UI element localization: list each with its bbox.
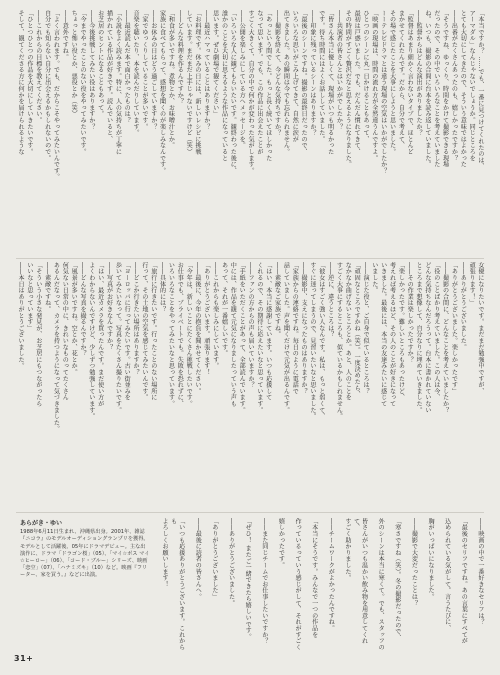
text-column: ――最近読んだ本で面白かったものは？	[123, 10, 131, 124]
text-column: 「映画の現場は、時間の流れ方が全然違うんですよ。	[370, 10, 378, 162]
text-column: 描かれている作品が好きです。読んでいると、	[105, 10, 113, 143]
text-column: ――どんな料理を作るんですか？	[176, 10, 184, 105]
text-column: です。待ち時間にはよくお話ししていました。	[317, 10, 325, 143]
text-column: お仕事でも、プライベートでも。失敗を恐れずに、	[176, 262, 184, 407]
text-column: 頑張ります！」	[468, 262, 476, 307]
text-column: 「旅行に行きたいです。行ったことのない場所に	[149, 262, 157, 401]
text-column: 「今までやったことのない役をやってみたいです。	[79, 10, 86, 155]
text-band-middle	[16, 262, 484, 509]
text-column: あって、それが一番嬉しいです。	[220, 262, 228, 357]
text-column: とても大切にしてきたので、そういう意味ではよかった	[459, 10, 467, 168]
text-column: その場で感じたことを大事にしようと思いました。	[388, 10, 396, 155]
text-column: ――共演者の皆さんとはいかがでしたか？	[335, 10, 343, 130]
text-column: 行って、その土地の空気を感じてみたいんです。	[140, 262, 148, 401]
text-column: ――出番がたくさんあったのも、嬉しかったですか？	[450, 10, 458, 162]
text-column: よくわからないんですけど、少しずつ勉強しています。	[87, 262, 95, 420]
text-column: 嬉しかったです。	[277, 518, 285, 569]
text-column: ひとつのシーンに丸一日かけることもあって、	[362, 10, 369, 143]
text-column: ――チームワークがよかったんですね。	[327, 518, 335, 632]
text-column: 「手紙をいただくことがあって、全部読んでいます。	[238, 262, 246, 414]
text-column: すごく大事にするところも、似ているかもしれません。	[335, 262, 343, 420]
text-column: ――監督からはどんな演出がありましたか？	[415, 10, 423, 136]
text-column: いきました。最後には、本当の友達みたいに感じて	[379, 262, 387, 407]
text-column: ――ファンの方からの声も届いていますか？	[247, 262, 255, 388]
text-column: 「最後のシーンですね。撮影の最終日だったので、	[300, 10, 308, 155]
text-column: ――撮影を終えて、今どんな気持ちですか？	[273, 10, 281, 136]
text-column: 考えれば考えるほど、その人のことが好きになって	[388, 262, 396, 407]
text-column: 「役のことばかり考えていました。この人は今、	[432, 262, 440, 401]
text-column: ――撮影の合間に、どんなことを考えていましたか？	[441, 262, 449, 414]
text-column: ――撮影で大変だったことは？	[410, 518, 418, 607]
divider	[16, 258, 484, 259]
text-column: ――最後に、今年の抱負を聞かせてください。	[193, 262, 201, 395]
text-column: なって思います。でも、この作品に出会えたことが	[255, 10, 263, 155]
text-column: 皆さんがいつも温かい飲み物を用意してくれて、	[352, 518, 368, 644]
text-column: 最初は戸惑いました。でも、だんだん慣れてきて、	[353, 10, 361, 155]
text-column: 「小説をよく読みます。特に、人の気持ちが丁寧に	[114, 10, 122, 155]
text-column: ――その作業は楽しかったですか？	[406, 262, 414, 363]
text-band-top	[16, 10, 484, 257]
divider	[16, 512, 484, 513]
text-column: 自分でも知らない自分に出会えるかもしれないので。	[43, 10, 51, 162]
text-column: 「家でゆっくりしていることが多いです。	[140, 10, 148, 130]
text-column: 「寒さですね（笑）。冬の撮影だったので、	[393, 518, 401, 641]
text-band-bottom	[160, 518, 484, 653]
text-column: 「風景が多いですね。空とか、花とか。	[70, 262, 78, 376]
text-column: 「ありがとうございます。頑張ります！	[202, 262, 210, 376]
text-column: 家族に食べてもらって、感想を聞くのが楽しみなんです。	[158, 10, 166, 174]
text-column: 「楽しかったです。難しいところもあったけど、	[397, 262, 405, 401]
text-column: 「いつも応援ありがとうございます。これからも	[169, 518, 185, 651]
text-column: 「ありがとうございました。楽しかったです」	[450, 262, 458, 395]
text-column: 「そうですね、ゆっくり、時間をかけて撮影できる現場	[441, 10, 449, 168]
text-column: 外のシーンは本当に寒くて。でも、スタッフの	[377, 518, 385, 651]
text-column: ――素敵なご家族ですね。	[273, 262, 281, 338]
text-column: すぐに迷ってしまうので、見習いたいなと思いました。	[308, 262, 316, 420]
text-column: ――今後挑戦してみたい役はありますか？	[87, 10, 95, 130]
text-column: ――映画の中で一番好きなセリフは？	[476, 518, 484, 626]
text-column: 「あっという間でした。もっと長く続いてほしかった	[264, 10, 272, 162]
text-column: その時間がすごく贅沢だなと思えるようになりました。	[344, 10, 352, 168]
text-column: 「彼女はすごく強い人なんです。私は、もっと弱くて、	[317, 262, 325, 420]
text-column: 話していました。声を聞くだけで元気が出るんです。	[282, 262, 290, 414]
text-column: 「はい、最近カメラを買ったんです。まだ使い方が	[96, 262, 104, 407]
text-column: ちょっと怖い役とか、悪役とか（笑）	[70, 10, 78, 118]
text-column: ――素敵ですね。	[43, 262, 51, 313]
text-column: ――どんな写真を撮るんですか？	[79, 262, 86, 357]
page-number: 31+	[14, 654, 34, 663]
text-column: だったので、その中でいろいろなことを考えていました	[432, 10, 440, 168]
text-column: 「はい、本当に感謝しています。いつも応援して	[264, 262, 272, 401]
bio-text: 1988年6月11日生まれ、沖縄県出身。2001年、雑誌『ニコラ』のモデルオーディショングランプリを獲得。モデルとして活躍後、05年にドラマデビュー。主な出演作に、ドラマ「ドラゴン桜」（05）、「マイ☆ボス マイ☆ヒーロー」（06）、「コード・ブルー」シリーズ、映画「恋空」（07）、「ハナミズキ」（10）など。映画『フリーター、家を買う。』などに出演。	[20, 529, 150, 579]
text-column: どんな気持ちなんだろうって。台本に書かれていない	[423, 262, 431, 414]
text-column: ――本日はありがとうございました。	[17, 262, 25, 370]
text-column: 作っているっていう感じがして、それがすごく	[294, 518, 302, 651]
text-column: 「和食が多いですね。煮物とか、お味噌汁とか。	[167, 10, 175, 149]
text-column: ――具体的には？	[158, 262, 166, 313]
text-column: いました。	[370, 262, 378, 294]
author-bio	[20, 520, 150, 580]
text-column: ――お休みの日はどう過ごしていますか？	[149, 10, 157, 130]
text-column: ――意外ですね。	[61, 10, 69, 61]
text-column: ところまで想像して、自分なりに埋めていきました。	[415, 262, 423, 414]
text-column: ね。いつも、撮影の合間に台本を読み返していました。	[423, 10, 431, 168]
text-column: ーーテレビドラマとは違う現場の空気はいかがでしたか？	[379, 10, 387, 174]
text-column: 出てきました。あの瞬間は今でも忘れられません。	[282, 10, 290, 155]
text-column: ――また同じチームでお仕事したいですか？	[260, 518, 268, 644]
text-column: 「家族からの連絡ですね。毎日のように電話で	[291, 262, 299, 395]
text-column: 「監督はあまり細かく言わないタイプで、ほとんど	[406, 10, 414, 155]
text-column: しています。まだまだ上手じゃないですけど（笑）	[185, 10, 193, 155]
text-column: 音楽を聴いたり、本を読んだりしています。	[132, 10, 140, 136]
text-column: いろいろな思いがこみ上げてきて、自然に涙が	[291, 10, 299, 143]
text-column: 「頑固なところですかね（笑）。一度決めたら、	[353, 262, 361, 398]
text-column: 「いろいろな人に観てもらいたいです。観終わった後に、	[229, 10, 237, 174]
text-column: 歩いてみたいなって。写真をたくさん撮りたいです。	[114, 262, 122, 414]
text-column: ――印象に残っているシーンはありますか？	[308, 10, 316, 136]
text-column: 誰かのことを大切に思えるような作品になっていると	[220, 10, 228, 162]
text-column: ――ありがとうございました。	[227, 518, 235, 607]
text-column: なかなか曲げないところとか。あと、人のことを	[344, 262, 352, 401]
text-column: ――逆に、違うところは？	[326, 262, 334, 338]
text-column: ――撮影中、支えになったものはありますか？	[300, 262, 308, 395]
text-column: 何気ない日常の中に、きれいなものってたくさん	[61, 262, 69, 401]
text-column: あるんだなって、カメラを持つようになって気づきました。	[52, 262, 60, 433]
text-column: ――最近ハマっていることはありますか？	[202, 10, 210, 130]
text-column: 「ヨーロッパに行ってみたいです。古い街並みを	[123, 262, 131, 401]
text-column: ――これからも楽しみにしています。	[211, 262, 219, 370]
text-column: ――最後に読者の皆さんへ。	[194, 518, 202, 600]
text-column: 中には、作品を観て元気になりましたっていう声も	[229, 262, 237, 407]
text-column: 「お料理です。休みの日には、新しいレシピに挑戦	[193, 10, 201, 155]
text-column: すごく助かりました。	[343, 518, 351, 581]
text-column: 女優になりたいです。まだまだ勉強中ですが、	[476, 262, 484, 395]
text-column: 「本当にそうです。みんなで一つの作品を	[310, 518, 318, 638]
text-column: 「今年は、新しいことにたくさん挑戦したいです。	[185, 262, 193, 407]
text-column: いいなと思っています」	[25, 262, 33, 332]
text-column: そして、観てくださる方に何かを届けられるような	[17, 10, 25, 155]
text-column: 「皆さん本当に優しくて、現場がいつも明るかった	[326, 10, 334, 155]
text-column: お芝居のヒントになることもあって。	[96, 10, 104, 118]
text-column: 込められている気がして。言うたびに、	[443, 518, 451, 632]
text-column: 思います。ぜひ劇場で観てください」	[211, 10, 219, 118]
text-column: 「そういう小さな発見が、お芝居にもつながったら	[34, 262, 42, 407]
text-column: 「ありがとうございました」	[210, 518, 218, 600]
text-column: 「本当ですか？ ……でも、一番に見つけてくれたのは、	[476, 10, 484, 170]
text-column: 「最後のセリフですね。あの言葉にすべてが	[460, 518, 468, 644]
text-column: よろしくお願いします！	[161, 518, 169, 588]
bio-name: あらがき・ゆい	[20, 520, 63, 527]
text-column: 「ぜひ！ またご一緒できたら嬉しいです。	[244, 518, 252, 640]
text-column: 「よく言われます。でも、だからこそやってみたいんです。	[52, 10, 60, 181]
text-column: まかせてくれたんです。だから、自分で考えて、	[397, 10, 405, 149]
text-column: アーマダル」なんじゃないでしょうか。同じところを	[468, 10, 476, 162]
text-column: くれるので、その期待に応えたいなと思っています。	[255, 262, 263, 414]
text-column: すごく大きくて、自分の中で何かが変わった気がします。	[247, 10, 255, 174]
text-column: ――ありがとうございました。	[459, 262, 467, 351]
text-column: ――公開を楽しみにしている方へメッセージを。	[238, 10, 246, 149]
text-column: いろいろなことをやってみたいなと思っています。	[167, 262, 175, 407]
text-column: 胸がいっぱいになりました。	[427, 518, 435, 600]
text-column: ――どこか行きたい場所はありますか？	[132, 262, 140, 376]
text-column: ――演じた役と、ご自身で似ているところは？	[362, 262, 369, 395]
text-column: ――写真がお好きなんですか？	[105, 262, 113, 351]
text-column: 「ひとつひとつの作品を大切にしていきたいです。	[25, 10, 33, 155]
text-column: ――これからの目標を教えてください。	[34, 10, 42, 124]
